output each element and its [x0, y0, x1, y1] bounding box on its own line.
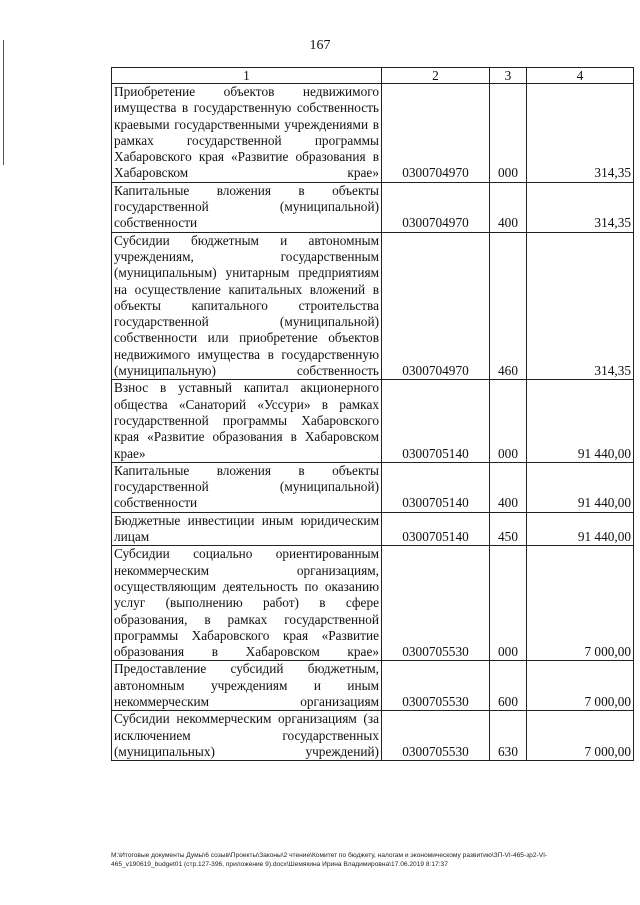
row-code: 0300705530 [382, 711, 490, 761]
table-row [112, 546, 634, 661]
row-sum: 91 440,00 [527, 512, 634, 546]
page-number: 167 [309, 38, 331, 53]
table-row [112, 232, 634, 380]
row-code: 0300705140 [382, 380, 490, 462]
row-name: Капитальные вложения в объекты государственной (муниципальной) собственности [112, 462, 382, 512]
row-vr: 400 [490, 182, 527, 232]
row-name: Капитальные вложения в объекты государственной (муниципальной) собственности [112, 182, 382, 232]
table-row [112, 84, 634, 183]
table-row [112, 711, 634, 761]
row-code: 0300704970 [382, 182, 490, 232]
row-sum: 7 000,00 [527, 711, 634, 761]
row-vr: 600 [490, 661, 527, 711]
row-sum: 314,35 [527, 232, 634, 380]
row-name: Субсидии социально ориентированным некоммерческим организациям, осуществляющим деятельность по оказанию услуг (выполнению работ) в сфере образования, в рамках государственной программы Хабаровского края «Развитие образования в Хабаровском крае» [112, 546, 382, 661]
row-code: 0300705140 [382, 462, 490, 512]
row-name: Субсидии некоммерческим организациям (за исключением государственных (муниципальных) учреждений) [112, 711, 382, 761]
table-row [112, 182, 634, 232]
row-code: 0300705530 [382, 661, 490, 711]
table-row [112, 380, 634, 462]
margin-mark [3, 40, 4, 165]
row-vr: 000 [490, 546, 527, 661]
row-code: 0300704970 [382, 232, 490, 380]
header-cell-vr: 3 [490, 68, 527, 84]
row-name: Субсидии бюджетным и автономным учреждениям, государственным (муниципальным) унитарным предприятиям на осуществление капитальных вложений в объекты капитального строительства государственной (муниципальной) собственности или приобретение объектов недвижимого имущества в государственную (муниципальную) собственность [112, 232, 382, 380]
row-name: Бюджетные инвестиции иным юридическим лицам [112, 512, 382, 546]
header-cell-name: 1 [112, 68, 382, 84]
table-row [112, 661, 634, 711]
header-cell-code: 2 [382, 68, 490, 84]
table-header-row [112, 68, 634, 84]
row-vr: 000 [490, 380, 527, 462]
row-sum: 91 440,00 [527, 380, 634, 462]
budget-table [111, 67, 634, 761]
row-name: Приобретение объектов недвижимого имущества в государственную собственность краевыми государственными учреждениями в рамках государственной программы Хабаровского края «Развитие образования в Хабаровском крае» [112, 84, 382, 183]
row-code: 0300705530 [382, 546, 490, 661]
row-name: Взнос в уставный капитал акционерного общества «Санаторий «Уссури» в рамках государственной программы Хабаровского края «Развитие образования в Хабаровском крае» [112, 380, 382, 462]
row-vr: 630 [490, 711, 527, 761]
table-row [112, 512, 634, 546]
document-path-footer: M:\Итоговые документы Думы\6 созыв\Проекты\Законы\2 чтение\Комитет по бюджету, налогам и экономическому развитию\ЗП-VI-465-зр2-VI-465_v190619_budget01 (стр.127-396, приложение 9).docx\Шемякина Ирина Владимировна\17.06.2019 8:17:37 [111, 852, 548, 868]
row-code: 0300704970 [382, 84, 490, 183]
row-vr: 460 [490, 232, 527, 380]
row-sum: 314,35 [527, 182, 634, 232]
row-vr: 400 [490, 462, 527, 512]
row-vr: 450 [490, 512, 527, 546]
row-vr: 000 [490, 84, 527, 183]
table-row [112, 462, 634, 512]
header-cell-sum: 4 [527, 68, 634, 84]
row-name: Предоставление субсидий бюджетным, автономным учреждениям и иным некоммерческим организациям [112, 661, 382, 711]
row-code: 0300705140 [382, 512, 490, 546]
row-sum: 314,35 [527, 84, 634, 183]
row-sum: 7 000,00 [527, 546, 634, 661]
row-sum: 7 000,00 [527, 661, 634, 711]
row-sum: 91 440,00 [527, 462, 634, 512]
